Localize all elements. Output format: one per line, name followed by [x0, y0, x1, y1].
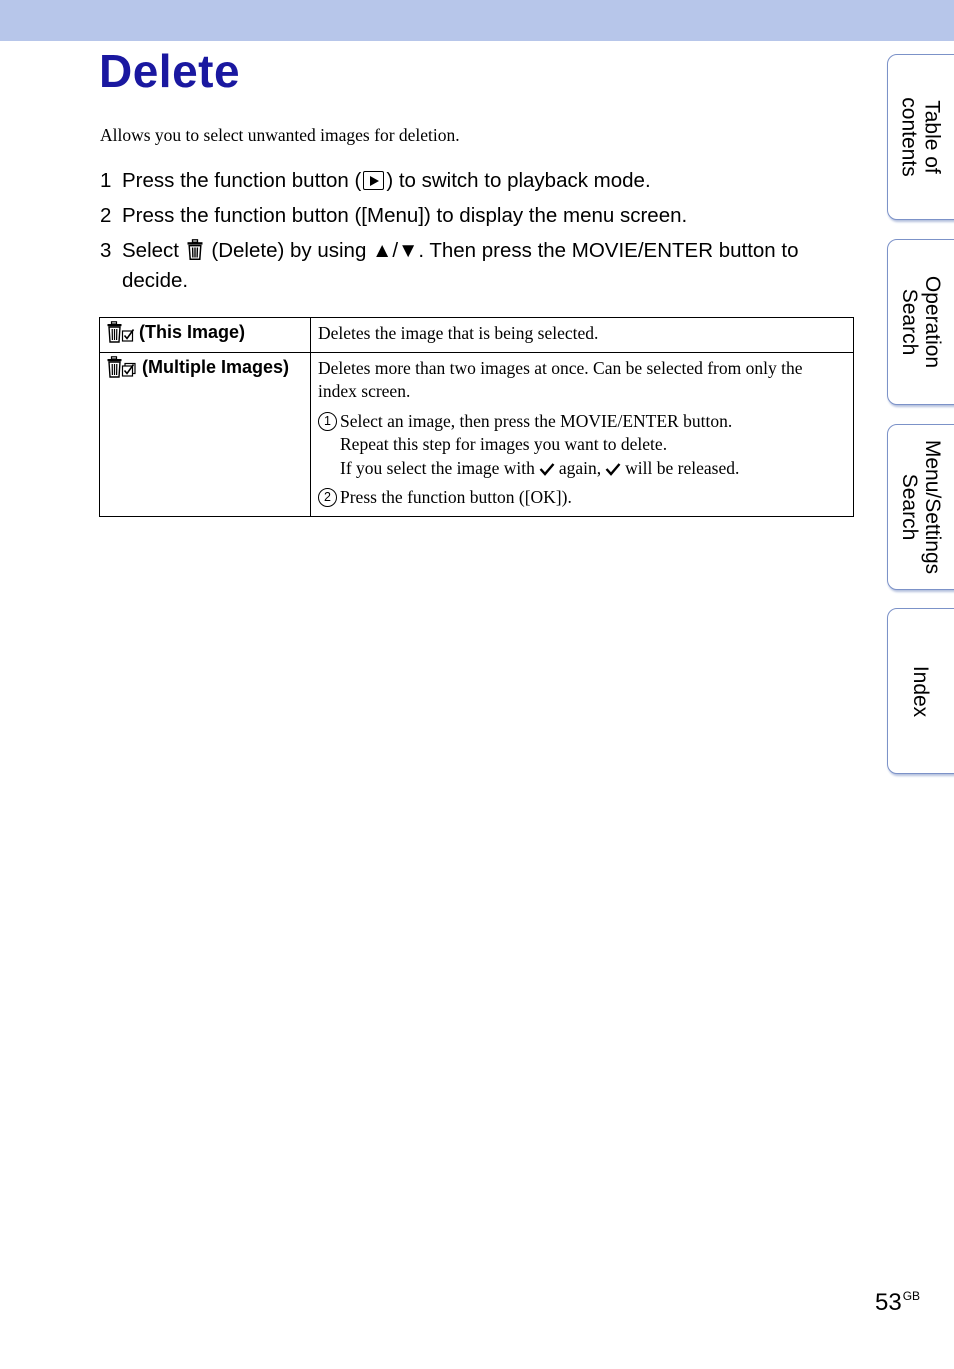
delete-multiple-images-icon: [107, 356, 138, 378]
step-3: [100, 236, 860, 296]
step-text: Press the function button (: [122, 169, 362, 192]
option-label: (This Image): [139, 322, 246, 342]
substep-2: [318, 486, 841, 510]
substep-1: [318, 410, 841, 481]
intro-text: Allows you to select unwanted images for deletion.: [100, 125, 460, 145]
step-text: Select: [122, 239, 179, 262]
step-text: (Delete) by using ▲/▼. Then press the MOVIE/ENTER button to decide.: [122, 239, 799, 292]
step-text: ) to switch to playback mode.: [386, 169, 651, 192]
steps-list: [100, 166, 860, 301]
step-2: [100, 201, 860, 231]
option-description: Deletes more than two images at once. Can be selected from only the index screen.: [318, 357, 803, 401]
option-cell: [100, 318, 311, 353]
tab-operation-search[interactable]: [887, 239, 954, 405]
step-number: 3: [100, 239, 112, 262]
delete-options-table: [99, 317, 854, 517]
tab-label: Menu/Settings Search: [898, 439, 944, 575]
circled-number: 1: [318, 412, 337, 431]
top-header-band: [0, 0, 954, 41]
check-icon: [539, 462, 555, 476]
substep-text: If you select the image with: [340, 457, 535, 478]
tab-label: Operation Search: [898, 275, 945, 369]
step-number: 2: [100, 204, 112, 227]
substep-line: Select an image, then press the MOVIE/ENTER button.: [340, 410, 733, 431]
step-number: 1: [100, 169, 112, 192]
substep-line: [340, 457, 841, 481]
trash-icon: [187, 239, 203, 260]
step-text: Press the function button ([Menu]) to display the menu screen.: [122, 204, 688, 227]
tab-index[interactable]: [887, 608, 954, 774]
delete-this-image-icon: [107, 321, 135, 343]
substep-text: will be released.: [625, 457, 740, 478]
table-row: [100, 318, 854, 353]
play-icon: [363, 171, 384, 190]
tab-label: Index: [909, 665, 933, 717]
tab-label: Table of contents: [898, 97, 945, 177]
page-title: Delete: [99, 45, 241, 97]
option-cell: [100, 352, 311, 516]
page-suffix: GB: [902, 1289, 921, 1303]
check-icon: [605, 462, 621, 476]
step-1: [100, 166, 860, 196]
substep-line: Repeat this step for images you want to delete.: [340, 434, 668, 454]
substep-line: Press the function button ([OK]).: [340, 487, 572, 507]
page-number: [875, 1289, 920, 1317]
option-label: (Multiple Images): [142, 356, 290, 377]
page-number-value: 53: [875, 1289, 902, 1316]
option-description-cell: [311, 318, 854, 353]
substep-text: again,: [558, 457, 602, 478]
tab-menu-settings-search[interactable]: [887, 424, 954, 590]
tab-table-of-contents[interactable]: [887, 54, 954, 220]
table-row: [100, 352, 854, 516]
circled-number: 2: [318, 488, 337, 507]
option-description-cell: [311, 352, 854, 516]
option-description: Deletes the image that is being selected.: [318, 323, 599, 343]
